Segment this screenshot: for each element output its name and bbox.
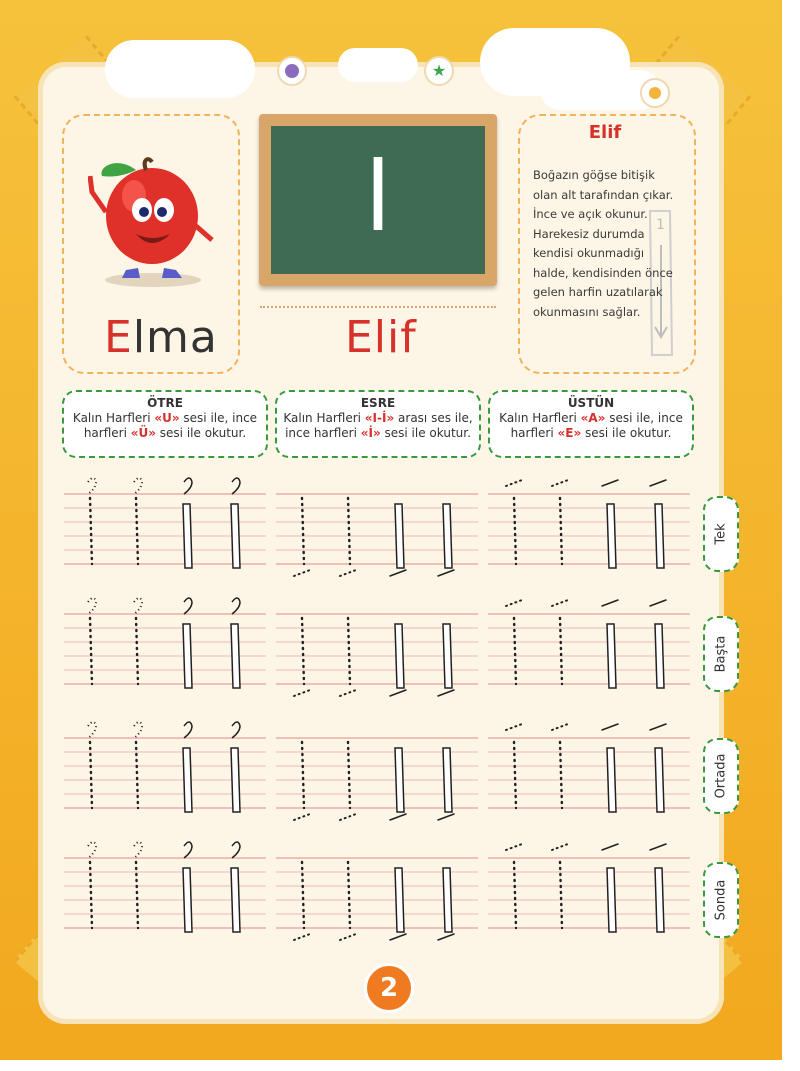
outlined-trace-stroke (231, 748, 240, 812)
outlined-trace-stroke (183, 868, 192, 932)
outlined-trace-stroke (607, 504, 616, 568)
fatha-mark (602, 600, 618, 606)
fatha-mark (650, 724, 666, 730)
fatha-mark (650, 844, 666, 850)
outlined-trace-stroke (607, 748, 616, 812)
row-tab-ortada (703, 738, 739, 814)
star-decoration: ★ (424, 56, 454, 86)
kasra-mark (438, 570, 454, 576)
practice-cell (276, 494, 478, 576)
outlined-trace-stroke (607, 624, 616, 688)
damma-mark (184, 842, 192, 858)
practice-cell (64, 722, 266, 812)
practice-cell (276, 858, 478, 940)
damma-mark (232, 598, 240, 614)
kasra-mark (294, 814, 310, 820)
outlined-trace-stroke (443, 504, 452, 568)
kasra-mark (294, 570, 310, 576)
harakat-text: sesi ile, ince harfleri (83, 411, 258, 440)
harakat-text: Kalın Harfleri (72, 411, 155, 425)
practice-cell (488, 480, 690, 568)
fatha-mark (650, 480, 666, 486)
fatha-mark (602, 480, 618, 486)
practice-cell (488, 844, 690, 932)
damma-mark (88, 722, 96, 738)
damma-mark (134, 842, 142, 858)
harakat-text: arası ses ile, ince harfleri (285, 411, 473, 440)
fatha-mark (552, 480, 568, 486)
harakat-text: sesi ile okutur. (155, 426, 247, 440)
row-tab-sonda (703, 862, 739, 938)
stroke-number: 1 (656, 217, 665, 233)
harakat-text: sesi ile okutur. (380, 426, 471, 440)
row-tab-basta (703, 616, 739, 692)
kasra-mark (390, 570, 406, 576)
damma-mark (88, 598, 96, 614)
letter-glyph: ا (364, 141, 392, 253)
practice-cell (276, 738, 478, 820)
kasra-mark (390, 690, 406, 696)
fatha-mark (552, 724, 568, 730)
row-tab-label: Ortada (713, 753, 729, 799)
harakat-sound: «Ü» (130, 426, 156, 440)
practice-cell (488, 724, 690, 812)
kasra-mark (294, 934, 310, 940)
kasra-mark (340, 570, 356, 576)
harakat-text: Kalın Harfleri (499, 411, 581, 425)
example-word-first-letter: E (104, 312, 133, 363)
info-title: Elif (588, 122, 622, 143)
fatha-mark (506, 844, 522, 850)
fatha-mark (506, 724, 522, 730)
kasra-mark (390, 934, 406, 940)
outlined-trace-stroke (395, 504, 404, 568)
harakat-text: sesi ile okutur. (581, 426, 672, 440)
outlined-trace-stroke (395, 868, 404, 932)
damma-mark (88, 478, 96, 494)
row-tab-tek (703, 496, 739, 572)
practice-cell (64, 842, 266, 932)
fatha-mark (506, 600, 522, 606)
damma-mark (134, 722, 142, 738)
outlined-trace-stroke (231, 868, 240, 932)
kasra-mark (438, 690, 454, 696)
harakat-text: Kalın Harfleri (283, 411, 365, 425)
damma-mark (134, 598, 142, 614)
harakat-sound: «İ» (360, 426, 381, 440)
outlined-trace-stroke (655, 748, 664, 812)
outlined-trace-stroke (231, 504, 240, 568)
practice-cell (64, 478, 266, 568)
damma-mark (184, 598, 192, 614)
fatha-mark (552, 844, 568, 850)
kasra-mark (340, 934, 356, 940)
page-number: 2 (364, 963, 414, 1013)
outlined-trace-stroke (655, 868, 664, 932)
harakat-sound: «E» (557, 426, 582, 440)
row-tab-label: Başta (713, 635, 729, 673)
damma-mark (134, 478, 142, 494)
harakat-sound: «U» (154, 411, 180, 425)
practice-cell (64, 598, 266, 688)
letter-title: Elif (345, 312, 417, 363)
row-tab-label: Tek (713, 523, 729, 545)
outlined-trace-stroke (395, 748, 404, 812)
outlined-trace-stroke (655, 624, 664, 688)
harakat-sound: «I-İ» (364, 411, 395, 425)
outlined-trace-stroke (443, 624, 452, 688)
damma-mark (232, 842, 240, 858)
info-description: Boğazın göğse bitişik olan alt tarafından çıkar. İnce ve açık okunur. Harekesiz durumda kendisi okunmadığı halde, kendisinden önce gelen harfin uzatılarak okunmasını sağlar. (533, 168, 674, 319)
outlined-trace-stroke (183, 624, 192, 688)
fatha-mark (506, 480, 522, 486)
example-word-rest: lma (132, 312, 218, 363)
fatha-mark (650, 600, 666, 606)
harakat-title: ÖTRE (147, 396, 183, 410)
kasra-mark (438, 814, 454, 820)
harakat-title: ÜSTÜN (567, 396, 615, 410)
outlined-trace-stroke (183, 504, 192, 568)
kasra-mark (294, 690, 310, 696)
kasra-mark (390, 814, 406, 820)
damma-mark (232, 722, 240, 738)
outlined-trace-stroke (655, 504, 664, 568)
outlined-trace-stroke (395, 624, 404, 688)
outlined-trace-stroke (443, 868, 452, 932)
kasra-mark (340, 690, 356, 696)
row-tab-label: Sonda (713, 879, 729, 921)
damma-mark (88, 842, 96, 858)
outlined-trace-stroke (183, 748, 192, 812)
fatha-mark (602, 724, 618, 730)
damma-mark (184, 478, 192, 494)
harakat-sound: «A» (580, 411, 606, 425)
damma-mark (232, 478, 240, 494)
harakat-title: ESRE (360, 396, 396, 410)
fatha-mark (552, 600, 568, 606)
harakat-text: sesi ile, ince harfleri (510, 411, 683, 440)
kasra-mark (438, 934, 454, 940)
damma-mark (184, 722, 192, 738)
outlined-trace-stroke (443, 748, 452, 812)
kasra-mark (340, 814, 356, 820)
practice-cell (276, 614, 478, 696)
fatha-mark (602, 844, 618, 850)
outlined-trace-stroke (607, 868, 616, 932)
outlined-trace-stroke (231, 624, 240, 688)
practice-cell (488, 600, 690, 688)
